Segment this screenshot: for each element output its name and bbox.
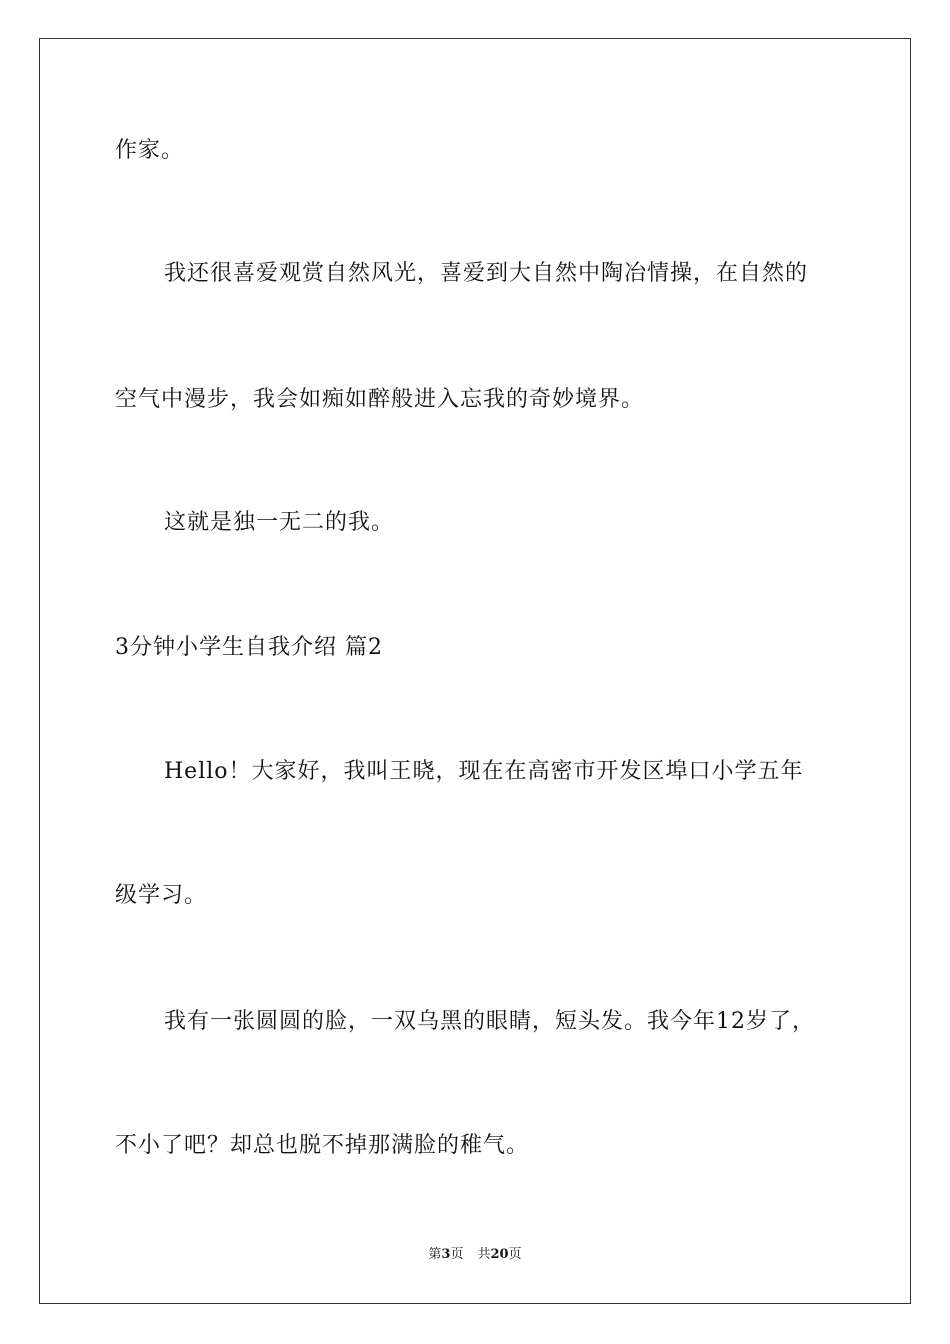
section-heading: 3分钟小学生自我介绍 篇2	[115, 635, 383, 660]
footer-page-number: 3	[441, 1247, 451, 1262]
footer-total-prefix: 共	[477, 1247, 491, 1262]
paragraph-line-7: 我有一张圆圆的脸，一双乌黑的眼睛，短头发。我今年12岁了，	[164, 1009, 815, 1034]
footer-page-prefix: 第	[428, 1247, 442, 1262]
paragraph-line-3: 空气中漫步，我会如痴如醉般进入忘我的奇妙境界。	[115, 387, 645, 412]
paragraph-line-1: 作家。	[115, 138, 185, 163]
paragraph-line-4: 这就是独一无二的我。	[164, 510, 395, 535]
paragraph-line-5: Hello！大家好，我叫王晓，现在在高密市开发区埠口小学五年	[164, 759, 804, 784]
footer-total-suffix: 页	[508, 1247, 522, 1262]
page-footer	[0, 1246, 950, 1264]
page-border	[39, 38, 911, 1304]
paragraph-line-2: 我还很喜爱观赏自然风光，喜爱到大自然中陶冶情操，在自然的	[164, 261, 809, 286]
footer-total-pages: 20	[490, 1247, 509, 1262]
paragraph-line-8: 不小了吧？却总也脱不掉那满脸的稚气。	[115, 1133, 530, 1158]
paragraph-line-6: 级学习。	[115, 883, 208, 908]
footer-page-suffix: 页	[450, 1247, 464, 1262]
